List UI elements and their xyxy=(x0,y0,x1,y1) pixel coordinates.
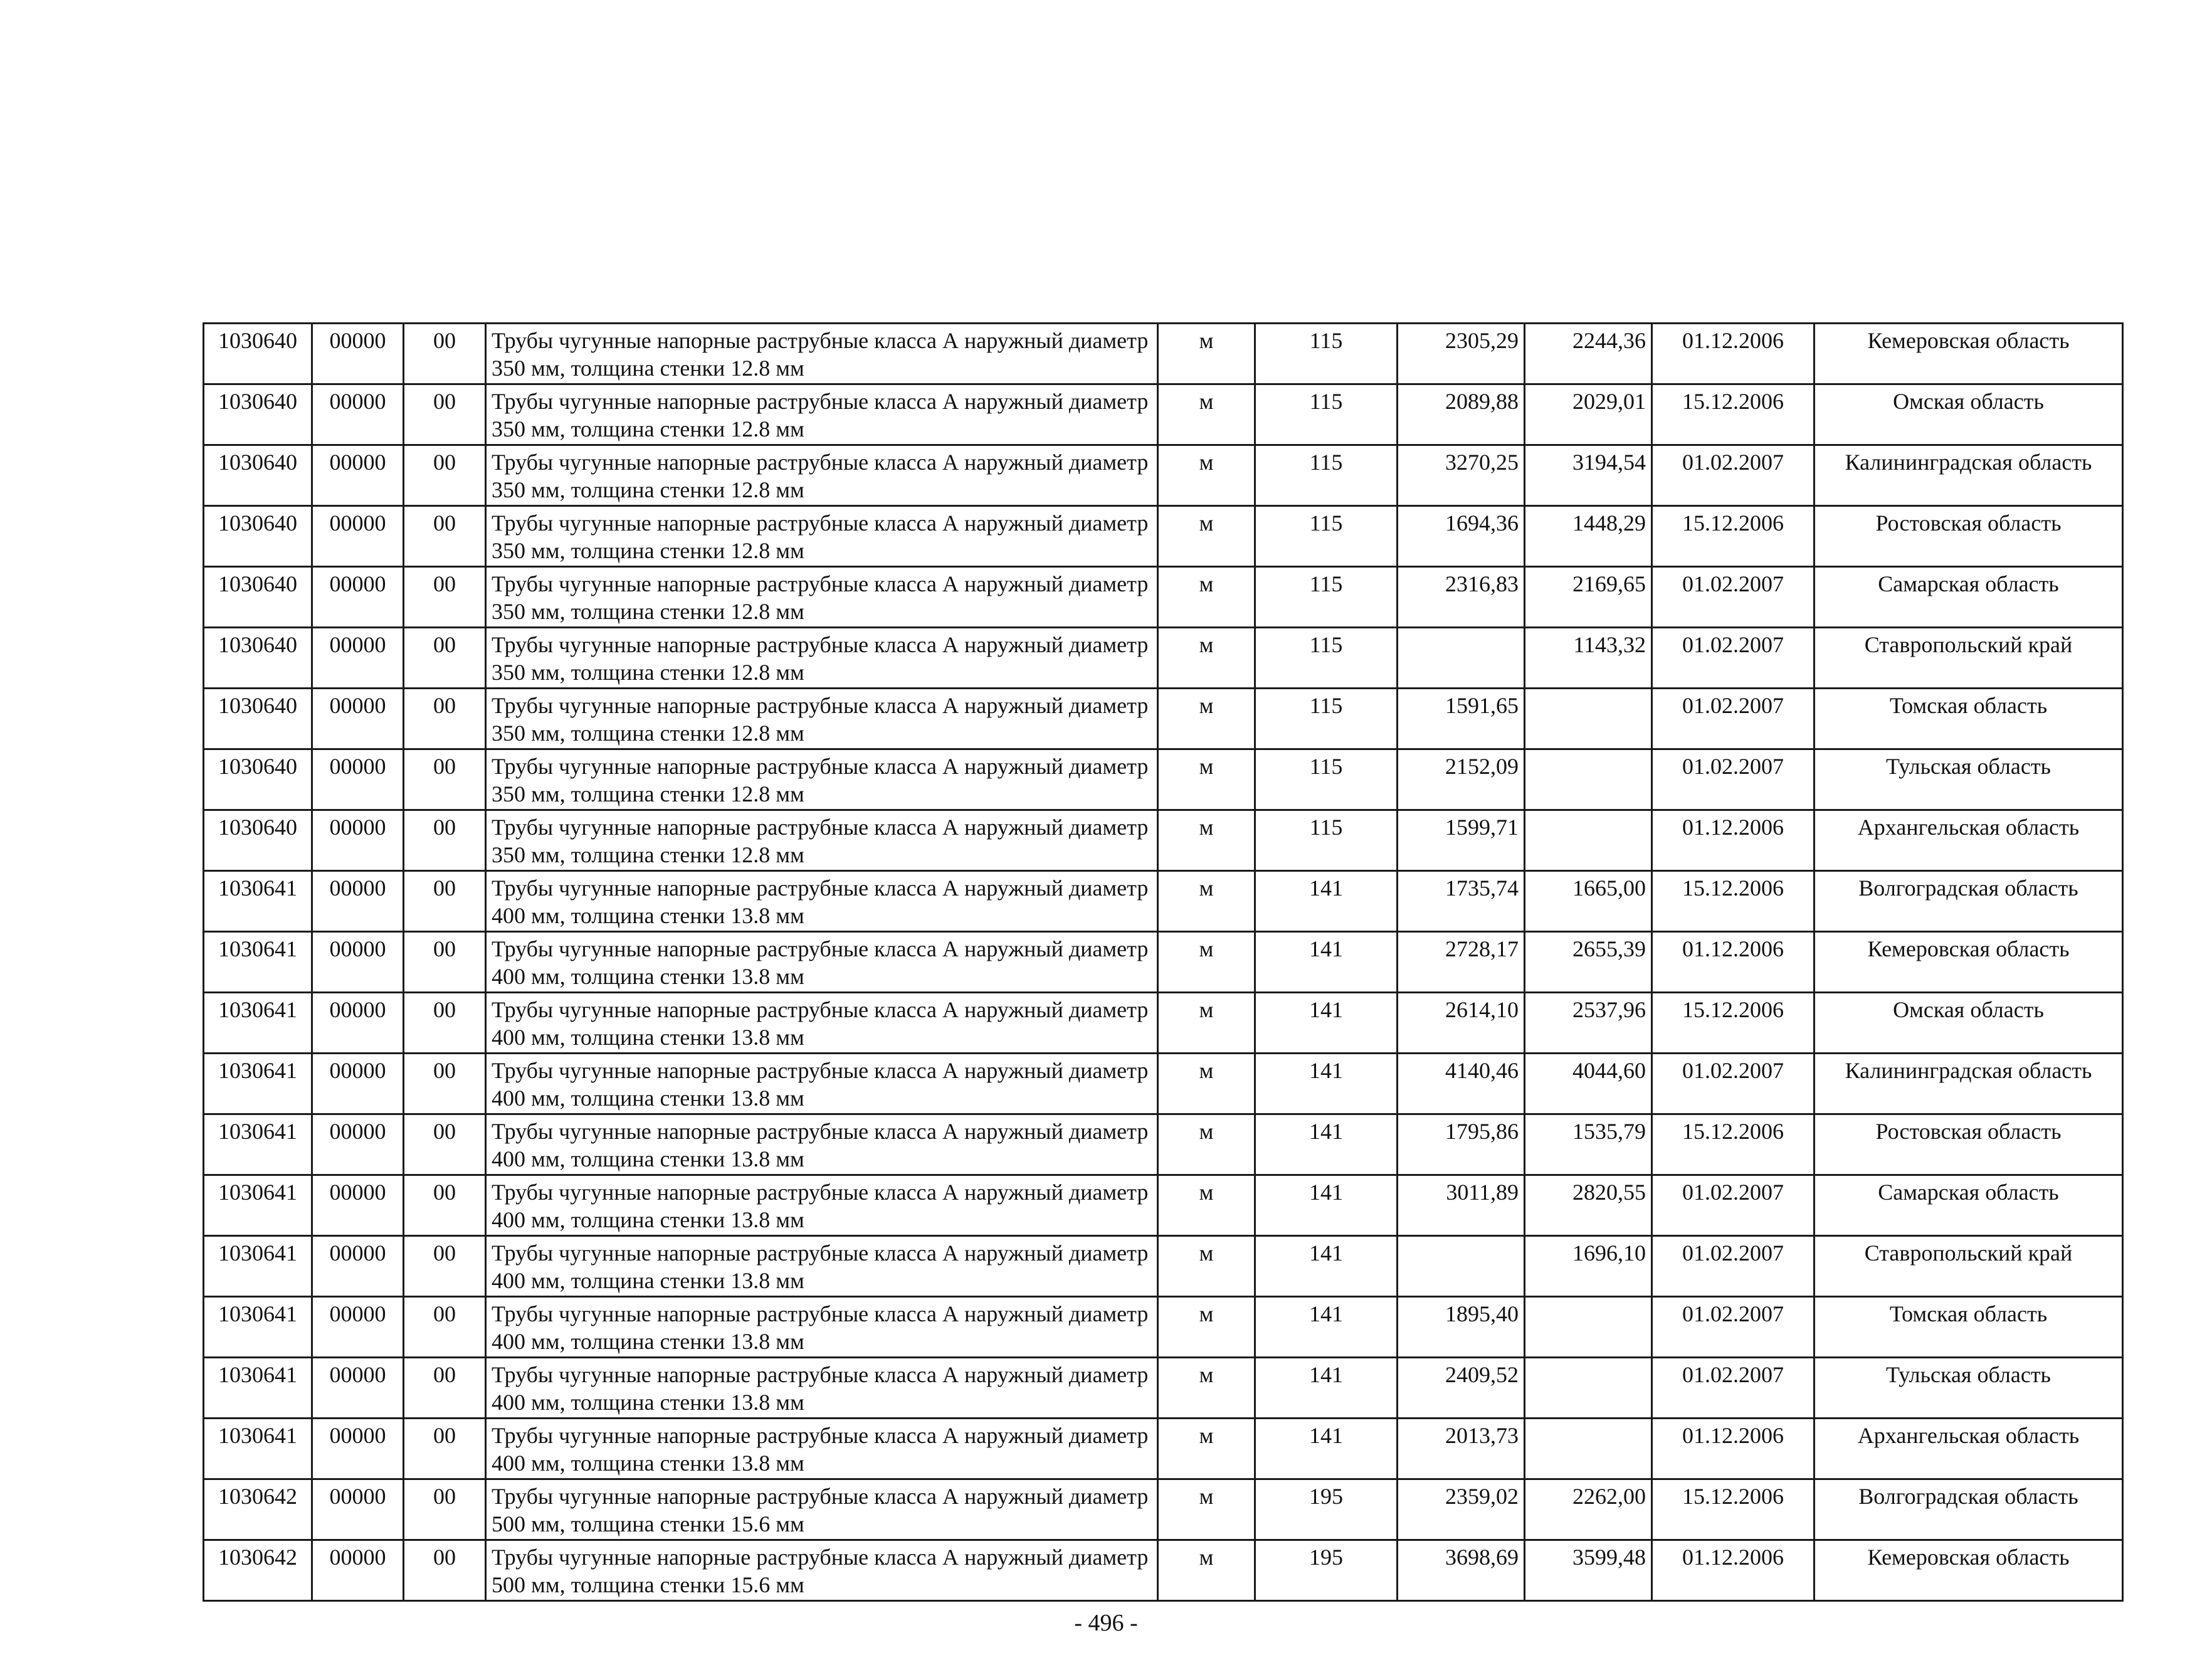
item-name-cell: Трубы чугунные напорные раструбные класса А наружный диаметр 500 мм, толщина стенки 15.6 мм xyxy=(486,1540,1158,1601)
item-name-cell: Трубы чугунные напорные раструбные класса А наружный диаметр 400 мм, толщина стенки 13.8 мм xyxy=(486,932,1158,993)
price-cell: 3194,54 xyxy=(1525,445,1652,506)
price-cell xyxy=(1398,1236,1525,1297)
unit-cell: м xyxy=(1158,506,1255,567)
date-cell: 15.12.2006 xyxy=(1652,1479,1814,1540)
table-row xyxy=(204,1540,2123,1601)
suffix-cell: 00 xyxy=(404,1054,486,1114)
item-name-cell: Трубы чугунные напорные раструбные класса А наружный диаметр 350 мм, толщина стенки 12.8 мм xyxy=(486,445,1158,506)
quantity-cell: 141 xyxy=(1255,1114,1398,1175)
date-cell: 01.02.2007 xyxy=(1652,1297,1814,1358)
price-cell: 2169,65 xyxy=(1525,567,1652,628)
date-cell: 01.02.2007 xyxy=(1652,445,1814,506)
suffix-cell: 00 xyxy=(404,932,486,993)
table-row xyxy=(204,384,2123,445)
table-row xyxy=(204,324,2123,384)
item-name-cell: Трубы чугунные напорные раструбные класса А наружный диаметр 400 мм, толщина стенки 13.8 мм xyxy=(486,1054,1158,1114)
item-name-cell: Трубы чугунные напорные раструбные класса А наружный диаметр 350 мм, толщина стенки 12.8 мм xyxy=(486,689,1158,749)
unit-cell: м xyxy=(1158,1479,1255,1540)
region-cell: Самарская область xyxy=(1814,567,2123,628)
region-cell: Томская область xyxy=(1814,689,2123,749)
suffix-cell: 00 xyxy=(404,871,486,932)
table-row xyxy=(204,749,2123,810)
date-cell: 01.12.2006 xyxy=(1652,324,1814,384)
quantity-cell: 141 xyxy=(1255,1419,1398,1479)
resource-code-cell: 1030640 xyxy=(204,628,312,689)
subcode-cell: 00000 xyxy=(312,1419,404,1479)
date-cell: 15.12.2006 xyxy=(1652,993,1814,1054)
quantity-cell: 141 xyxy=(1255,932,1398,993)
suffix-cell: 00 xyxy=(404,749,486,810)
price-cell: 1599,71 xyxy=(1398,810,1525,871)
date-cell: 01.02.2007 xyxy=(1652,1236,1814,1297)
item-name-cell: Трубы чугунные напорные раструбные класса А наружный диаметр 400 мм, толщина стенки 13.8 мм xyxy=(486,1114,1158,1175)
suffix-cell: 00 xyxy=(404,1419,486,1479)
item-name-cell: Трубы чугунные напорные раструбные класса А наружный диаметр 350 мм, толщина стенки 12.8 мм xyxy=(486,628,1158,689)
suffix-cell: 00 xyxy=(404,1236,486,1297)
subcode-cell: 00000 xyxy=(312,628,404,689)
price-cell: 2029,01 xyxy=(1525,384,1652,445)
price-cell: 1694,36 xyxy=(1398,506,1525,567)
suffix-cell: 00 xyxy=(404,993,486,1054)
resource-code-cell: 1030640 xyxy=(204,810,312,871)
unit-cell: м xyxy=(1158,567,1255,628)
date-cell: 01.12.2006 xyxy=(1652,1540,1814,1601)
table-row xyxy=(204,1054,2123,1114)
item-name-cell: Трубы чугунные напорные раструбные класса А наружный диаметр 350 мм, толщина стенки 12.8 мм xyxy=(486,506,1158,567)
unit-cell: м xyxy=(1158,993,1255,1054)
resource-code-cell: 1030641 xyxy=(204,1358,312,1419)
subcode-cell: 00000 xyxy=(312,1114,404,1175)
quantity-cell: 115 xyxy=(1255,324,1398,384)
region-cell: Калининградская область xyxy=(1814,1054,2123,1114)
resource-code-cell: 1030641 xyxy=(204,993,312,1054)
resource-code-cell: 1030640 xyxy=(204,445,312,506)
table-row xyxy=(204,871,2123,932)
suffix-cell: 00 xyxy=(404,628,486,689)
region-cell: Кемеровская область xyxy=(1814,324,2123,384)
region-cell: Омская область xyxy=(1814,384,2123,445)
region-cell: Тульская область xyxy=(1814,749,2123,810)
date-cell: 01.02.2007 xyxy=(1652,749,1814,810)
price-cell xyxy=(1398,628,1525,689)
table-row xyxy=(204,1419,2123,1479)
resource-code-cell: 1030641 xyxy=(204,932,312,993)
item-name-cell: Трубы чугунные напорные раструбные класса А наружный диаметр 400 мм, толщина стенки 13.8 мм xyxy=(486,1297,1158,1358)
subcode-cell: 00000 xyxy=(312,1358,404,1419)
date-cell: 01.02.2007 xyxy=(1652,567,1814,628)
price-cell: 3698,69 xyxy=(1398,1540,1525,1601)
resource-code-cell: 1030641 xyxy=(204,1236,312,1297)
region-cell: Кемеровская область xyxy=(1814,1540,2123,1601)
suffix-cell: 00 xyxy=(404,324,486,384)
suffix-cell: 00 xyxy=(404,1175,486,1236)
resource-code-cell: 1030641 xyxy=(204,1114,312,1175)
price-cell xyxy=(1525,1419,1652,1479)
table-row xyxy=(204,567,2123,628)
table-row xyxy=(204,1479,2123,1540)
price-cell xyxy=(1525,749,1652,810)
subcode-cell: 00000 xyxy=(312,445,404,506)
price-cell: 2537,96 xyxy=(1525,993,1652,1054)
subcode-cell: 00000 xyxy=(312,993,404,1054)
price-cell xyxy=(1525,1358,1652,1419)
suffix-cell: 00 xyxy=(404,810,486,871)
region-cell: Архангельская область xyxy=(1814,810,2123,871)
subcode-cell: 00000 xyxy=(312,324,404,384)
date-cell: 15.12.2006 xyxy=(1652,384,1814,445)
subcode-cell: 00000 xyxy=(312,932,404,993)
table-row xyxy=(204,445,2123,506)
price-cell: 2089,88 xyxy=(1398,384,1525,445)
region-cell: Ростовская область xyxy=(1814,1114,2123,1175)
subcode-cell: 00000 xyxy=(312,567,404,628)
item-name-cell: Трубы чугунные напорные раструбные класса А наружный диаметр 400 мм, толщина стенки 13.8 мм xyxy=(486,1419,1158,1479)
resource-code-cell: 1030640 xyxy=(204,689,312,749)
quantity-cell: 115 xyxy=(1255,628,1398,689)
price-cell: 4140,46 xyxy=(1398,1054,1525,1114)
region-cell: Ставропольский край xyxy=(1814,628,2123,689)
date-cell: 01.02.2007 xyxy=(1652,628,1814,689)
subcode-cell: 00000 xyxy=(312,871,404,932)
price-table xyxy=(203,322,2124,1602)
quantity-cell: 115 xyxy=(1255,689,1398,749)
table-row xyxy=(204,506,2123,567)
region-cell: Архангельская область xyxy=(1814,1419,2123,1479)
price-cell xyxy=(1525,1297,1652,1358)
price-cell: 1535,79 xyxy=(1525,1114,1652,1175)
resource-code-cell: 1030641 xyxy=(204,1297,312,1358)
price-cell: 2316,83 xyxy=(1398,567,1525,628)
region-cell: Калининградская область xyxy=(1814,445,2123,506)
table-body xyxy=(204,324,2123,1601)
item-name-cell: Трубы чугунные напорные раструбные класса А наружный диаметр 400 мм, толщина стенки 13.8 мм xyxy=(486,993,1158,1054)
resource-code-cell: 1030642 xyxy=(204,1540,312,1601)
subcode-cell: 00000 xyxy=(312,1540,404,1601)
suffix-cell: 00 xyxy=(404,689,486,749)
suffix-cell: 00 xyxy=(404,506,486,567)
price-cell: 2359,02 xyxy=(1398,1479,1525,1540)
price-cell: 1665,00 xyxy=(1525,871,1652,932)
price-cell: 2728,17 xyxy=(1398,932,1525,993)
subcode-cell: 00000 xyxy=(312,1297,404,1358)
subcode-cell: 00000 xyxy=(312,1175,404,1236)
price-cell: 2655,39 xyxy=(1525,932,1652,993)
price-cell: 2262,00 xyxy=(1525,1479,1652,1540)
quantity-cell: 115 xyxy=(1255,384,1398,445)
unit-cell: м xyxy=(1158,1054,1255,1114)
date-cell: 15.12.2006 xyxy=(1652,506,1814,567)
table-row xyxy=(204,1175,2123,1236)
table-row xyxy=(204,628,2123,689)
date-cell: 01.12.2006 xyxy=(1652,932,1814,993)
quantity-cell: 141 xyxy=(1255,1236,1398,1297)
resource-code-cell: 1030641 xyxy=(204,1175,312,1236)
date-cell: 15.12.2006 xyxy=(1652,1114,1814,1175)
quantity-cell: 115 xyxy=(1255,506,1398,567)
price-cell: 2614,10 xyxy=(1398,993,1525,1054)
date-cell: 01.12.2006 xyxy=(1652,810,1814,871)
region-cell: Томская область xyxy=(1814,1297,2123,1358)
resource-code-cell: 1030641 xyxy=(204,1054,312,1114)
suffix-cell: 00 xyxy=(404,1297,486,1358)
region-cell: Тульская область xyxy=(1814,1358,2123,1419)
subcode-cell: 00000 xyxy=(312,1479,404,1540)
date-cell: 01.02.2007 xyxy=(1652,1175,1814,1236)
resource-code-cell: 1030640 xyxy=(204,567,312,628)
price-cell: 2409,52 xyxy=(1398,1358,1525,1419)
price-cell: 2013,73 xyxy=(1398,1419,1525,1479)
price-cell: 1696,10 xyxy=(1525,1236,1652,1297)
table-row xyxy=(204,932,2123,993)
subcode-cell: 00000 xyxy=(312,689,404,749)
quantity-cell: 115 xyxy=(1255,445,1398,506)
price-cell: 2820,55 xyxy=(1525,1175,1652,1236)
item-name-cell: Трубы чугунные напорные раструбные класса А наружный диаметр 350 мм, толщина стенки 12.8 мм xyxy=(486,324,1158,384)
unit-cell: м xyxy=(1158,1358,1255,1419)
subcode-cell: 00000 xyxy=(312,1054,404,1114)
suffix-cell: 00 xyxy=(404,1358,486,1419)
item-name-cell: Трубы чугунные напорные раструбные класса А наружный диаметр 350 мм, толщина стенки 12.8 мм xyxy=(486,567,1158,628)
quantity-cell: 141 xyxy=(1255,1297,1398,1358)
quantity-cell: 141 xyxy=(1255,993,1398,1054)
resource-code-cell: 1030640 xyxy=(204,384,312,445)
item-name-cell: Трубы чугунные напорные раструбные класса А наружный диаметр 350 мм, толщина стенки 12.8 мм xyxy=(486,810,1158,871)
subcode-cell: 00000 xyxy=(312,1236,404,1297)
quantity-cell: 141 xyxy=(1255,1175,1398,1236)
unit-cell: м xyxy=(1158,445,1255,506)
price-cell: 1591,65 xyxy=(1398,689,1525,749)
quantity-cell: 195 xyxy=(1255,1540,1398,1601)
unit-cell: м xyxy=(1158,810,1255,871)
subcode-cell: 00000 xyxy=(312,384,404,445)
quantity-cell: 141 xyxy=(1255,1054,1398,1114)
region-cell: Кемеровская область xyxy=(1814,932,2123,993)
date-cell: 01.02.2007 xyxy=(1652,1054,1814,1114)
region-cell: Ставропольский край xyxy=(1814,1236,2123,1297)
table-row xyxy=(204,1114,2123,1175)
unit-cell: м xyxy=(1158,1236,1255,1297)
date-cell: 15.12.2006 xyxy=(1652,871,1814,932)
resource-code-cell: 1030642 xyxy=(204,1479,312,1540)
subcode-cell: 00000 xyxy=(312,506,404,567)
unit-cell: м xyxy=(1158,1540,1255,1601)
quantity-cell: 115 xyxy=(1255,749,1398,810)
region-cell: Ростовская область xyxy=(1814,506,2123,567)
unit-cell: м xyxy=(1158,384,1255,445)
price-cell: 1895,40 xyxy=(1398,1297,1525,1358)
unit-cell: м xyxy=(1158,689,1255,749)
item-name-cell: Трубы чугунные напорные раструбные класса А наружный диаметр 500 мм, толщина стенки 15.6 мм xyxy=(486,1479,1158,1540)
resource-code-cell: 1030640 xyxy=(204,506,312,567)
item-name-cell: Трубы чугунные напорные раструбные класса А наружный диаметр 400 мм, толщина стенки 13.8 мм xyxy=(486,1236,1158,1297)
table-row xyxy=(204,689,2123,749)
price-cell: 3270,25 xyxy=(1398,445,1525,506)
price-cell: 4044,60 xyxy=(1525,1054,1652,1114)
price-cell xyxy=(1525,810,1652,871)
region-cell: Самарская область xyxy=(1814,1175,2123,1236)
price-cell: 3599,48 xyxy=(1525,1540,1652,1601)
table-row xyxy=(204,1358,2123,1419)
item-name-cell: Трубы чугунные напорные раструбные класса А наружный диаметр 400 мм, толщина стенки 13.8 мм xyxy=(486,1175,1158,1236)
resource-code-cell: 1030640 xyxy=(204,749,312,810)
date-cell: 01.02.2007 xyxy=(1652,1358,1814,1419)
quantity-cell: 115 xyxy=(1255,810,1398,871)
price-cell: 2152,09 xyxy=(1398,749,1525,810)
price-cell: 2244,36 xyxy=(1525,324,1652,384)
suffix-cell: 00 xyxy=(404,567,486,628)
unit-cell: м xyxy=(1158,871,1255,932)
item-name-cell: Трубы чугунные напорные раструбные класса А наружный диаметр 400 мм, толщина стенки 13.8 мм xyxy=(486,871,1158,932)
unit-cell: м xyxy=(1158,324,1255,384)
suffix-cell: 00 xyxy=(404,384,486,445)
quantity-cell: 141 xyxy=(1255,1358,1398,1419)
resource-code-cell: 1030640 xyxy=(204,324,312,384)
price-cell: 1735,74 xyxy=(1398,871,1525,932)
price-cell: 1795,86 xyxy=(1398,1114,1525,1175)
quantity-cell: 141 xyxy=(1255,871,1398,932)
region-cell: Волгоградская область xyxy=(1814,1479,2123,1540)
table-row xyxy=(204,993,2123,1054)
price-cell: 2305,29 xyxy=(1398,324,1525,384)
date-cell: 01.12.2006 xyxy=(1652,1419,1814,1479)
price-cell: 1143,32 xyxy=(1525,628,1652,689)
unit-cell: м xyxy=(1158,1175,1255,1236)
price-cell: 1448,29 xyxy=(1525,506,1652,567)
table-row xyxy=(204,1236,2123,1297)
table-row xyxy=(204,810,2123,871)
unit-cell: м xyxy=(1158,1297,1255,1358)
page-number: - 496 - xyxy=(1074,1610,1138,1636)
price-cell xyxy=(1525,689,1652,749)
resource-code-cell: 1030641 xyxy=(204,871,312,932)
suffix-cell: 00 xyxy=(404,445,486,506)
unit-cell: м xyxy=(1158,749,1255,810)
quantity-cell: 115 xyxy=(1255,567,1398,628)
region-cell: Омская область xyxy=(1814,993,2123,1054)
subcode-cell: 00000 xyxy=(312,749,404,810)
price-cell: 3011,89 xyxy=(1398,1175,1525,1236)
unit-cell: м xyxy=(1158,932,1255,993)
item-name-cell: Трубы чугунные напорные раструбные класса А наружный диаметр 350 мм, толщина стенки 12.8 мм xyxy=(486,749,1158,810)
item-name-cell: Трубы чугунные напорные раструбные класса А наружный диаметр 400 мм, толщина стенки 13.8 мм xyxy=(486,1358,1158,1419)
resource-code-cell: 1030641 xyxy=(204,1419,312,1479)
unit-cell: м xyxy=(1158,628,1255,689)
region-cell: Волгоградская область xyxy=(1814,871,2123,932)
suffix-cell: 00 xyxy=(404,1540,486,1601)
quantity-cell: 195 xyxy=(1255,1479,1398,1540)
suffix-cell: 00 xyxy=(404,1479,486,1540)
unit-cell: м xyxy=(1158,1419,1255,1479)
item-name-cell: Трубы чугунные напорные раструбные класса А наружный диаметр 350 мм, толщина стенки 12.8 мм xyxy=(486,384,1158,445)
table-row xyxy=(204,1297,2123,1358)
unit-cell: м xyxy=(1158,1114,1255,1175)
subcode-cell: 00000 xyxy=(312,810,404,871)
suffix-cell: 00 xyxy=(404,1114,486,1175)
date-cell: 01.02.2007 xyxy=(1652,689,1814,749)
